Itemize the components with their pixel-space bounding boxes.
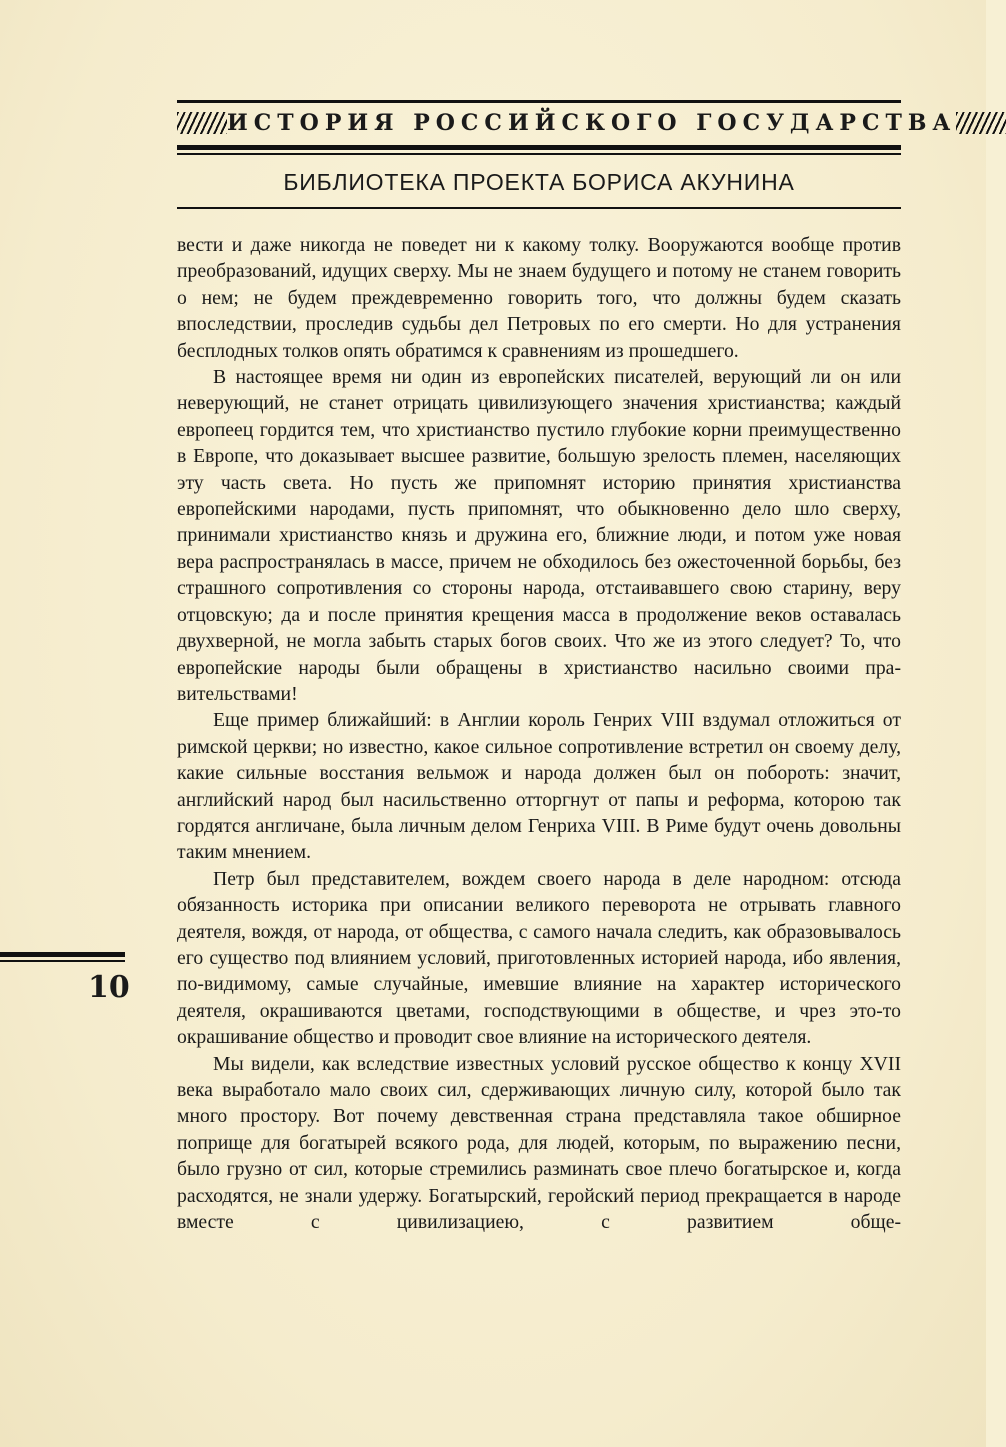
paragraph: Петр был представителем, вождем своего народа в деле народном: отсюда обязанность историка при описании великого переворота не отрывать главного деятеля, вождя, от народа, от общества, с самого начала следить, как образовывалось его существо под влиянием условий, приготовленных историей народа, ибо явления, по-видимому, самые случайные, имевшие влияние на характер исторического деятеля, окрашиваются цветами, господствующими в обществе, и чрез это-то окрашивание общество и проводит свое влияние на исторического деятеля. — [177, 867, 901, 1049]
header-bottom-rule — [177, 207, 901, 209]
page-marker-thin-rule — [0, 960, 125, 962]
header-thick-rule — [177, 145, 901, 150]
hatch-ornament-right — [956, 112, 1006, 134]
library-title: БИБЛИОТЕКА ПРОЕКТА БОРИСА АКУНИНА — [283, 169, 795, 195]
paragraph: вести и даже никогда не поведет ни к какому толку. Вооружаются вообще против преобразований, идущих сверху. Мы не знаем будущего и потому не станем говорить о нем; не будем преждевременно говорить того, что должны будем сказать впоследствии, проследив судьбы дел Петровых по его смерти. Но для устранения бесплодных толков опять обратимся к сравнениям из прошедшего. — [177, 234, 901, 362]
paragraph: Еще пример ближайший: в Англии король Генрих VIII вздумал отложиться от римской церкви; но известно, какое сильное сопротивление встретил он своему делу, какие сильные восстания вельмож и народа должен был он побороть: значит, английский народ был насильственно отторгнут от папы и реформа, которою так гордятся англичане, была личным делом Генриха VIII. В Риме будут очень довольны таким мнением. — [177, 709, 901, 864]
page-number-marker — [0, 952, 125, 962]
paragraph: В настоящее время ни один из европейских писателей, верующий ли он или неверующий, не станет отрицать цивилизующего значения христианства; каждый европеец гордится тем, что христианство пустило глубокие корни преимущественно в Европе, что доказывает высшее развитие, большую зрелость племен, населяющих эту часть света. Но пусть же припомнят историю принятия христианства европейскими народами, пусть припомнят, что обыкновенно дело шло сверху, принимали христианство князь и дружина его, ближние люди, и потом уже новая вера распространялась в массе, причем не обходилось без ожесточенной борьбы, без страшного сопротивления со стороны народа, отстаивавшего свою старину, веру отцовскую; да и после принятия крещения масса в продолжение веков оставалась двухверной, не могла забыть старых богов своих. Что же из этого следует? То, что европейские народы были обращены в христианство насильно своими правительствами! — [177, 366, 901, 705]
running-header — [177, 100, 957, 209]
series-title-row — [177, 103, 957, 143]
hatch-ornament-left — [177, 112, 227, 134]
body-text — [177, 232, 901, 1235]
header-thin-rule — [177, 153, 901, 155]
page-number: 10 — [88, 970, 130, 1005]
paragraph: Мы видели, как вследствие известных условий русское общество к концу XVII века выработало мало своих сил, сдерживающих личную силу, которой было так много простору. Вот почему девственная страна представляла такое обширное поприще для богатырей всякого рода, для людей, которым, по выражению песни, было грузно от сил, которые стремились разминать свое плечо богатырское и, когда расходятся, не знали удержу. Богатырский, геройский период прекращается в народе вместе с цивилизациею, с развитием обще- — [177, 1052, 901, 1234]
series-title: ИСТОРИЯ РОССИЙСКОГО ГОСУДАРСТВА — [227, 110, 957, 136]
page-marker-thick-rule — [0, 952, 125, 957]
